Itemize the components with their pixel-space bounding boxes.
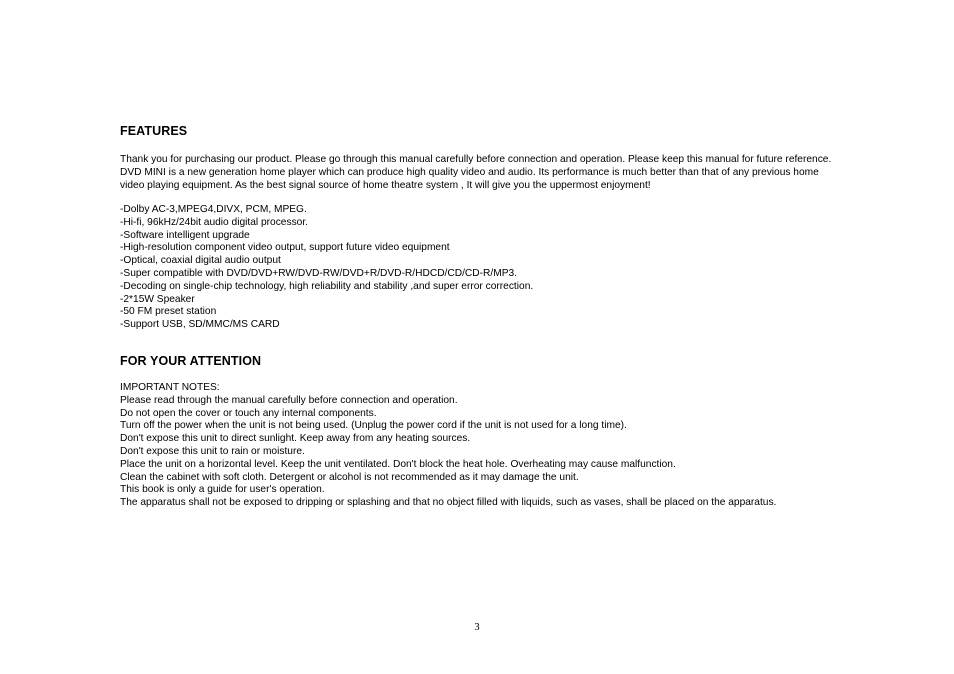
list-item: -Software intelligent upgrade	[120, 229, 250, 241]
attention-section	[120, 354, 860, 510]
attention-heading: FOR YOUR ATTENTION	[120, 354, 262, 368]
note-item: The apparatus shall not be exposed to dripping or splashing and that no object filled with liquids, such as vases, shall be placed on the apparatus.	[120, 497, 777, 509]
list-item: -Hi-fi, 96kHz/24bit audio digital processor.	[120, 216, 308, 228]
features-heading: FEATURES	[120, 124, 188, 138]
note-item: Don't expose this unit to rain or moisture.	[120, 445, 305, 457]
list-item: -Dolby AC-3,MPEG4,DIVX, PCM, MPEG.	[120, 204, 307, 215]
list-item: -Super compatible with DVD/DVD+RW/DVD-RW/DVD+R/DVD-R/HDCD/CD/CD-R/MP3.	[120, 267, 517, 279]
attention-notes	[120, 382, 860, 510]
note-item: Do not open the cover or touch any internal components.	[120, 407, 377, 419]
list-item: -Decoding on single-chip technology, high reliability and stability ,and super error correction.	[120, 280, 534, 292]
list-item: -2*15W Speaker	[120, 293, 195, 305]
features-intro: Thank you for purchasing our product. Please go through this manual carefully before connection and operation. Please keep this manual for future reference. DVD MINI is a new generation home player which can produce high quality video and audio. Its performance is much better than that of any previous home video playing equipment. As the best signal source of home theatre system , It will give you the uppermost enjoyment!	[120, 154, 843, 191]
note-item: Place the unit on a horizontal level. Keep the unit ventilated. Don't block the heat hole. Overheating may cause malfunction.	[120, 458, 676, 470]
features-list	[120, 204, 840, 332]
list-item: -High-resolution component video output, support future video equipment	[120, 242, 450, 254]
note-item: This book is only a guide for user's operation.	[120, 484, 325, 496]
list-item: -50 FM preset station	[120, 306, 217, 318]
page-number: 3	[474, 622, 480, 633]
features-section	[120, 124, 843, 332]
note-item: Please read through the manual carefully before connection and operation.	[120, 394, 458, 406]
list-item: -Optical, coaxial digital audio output	[120, 255, 281, 267]
note-item: Don't expose this unit to direct sunlight. Keep away from any heating sources.	[120, 433, 471, 445]
note-item: IMPORTANT NOTES:	[120, 382, 220, 393]
note-item: Turn off the power when the unit is not being used. (Unplug the power cord if the unit is not used for a long time).	[120, 420, 627, 432]
note-item: Clean the cabinet with soft cloth. Detergent or alcohol is not recommended as it may damage the unit.	[120, 471, 579, 483]
list-item: -Support USB, SD/MMC/MS CARD	[120, 319, 280, 331]
